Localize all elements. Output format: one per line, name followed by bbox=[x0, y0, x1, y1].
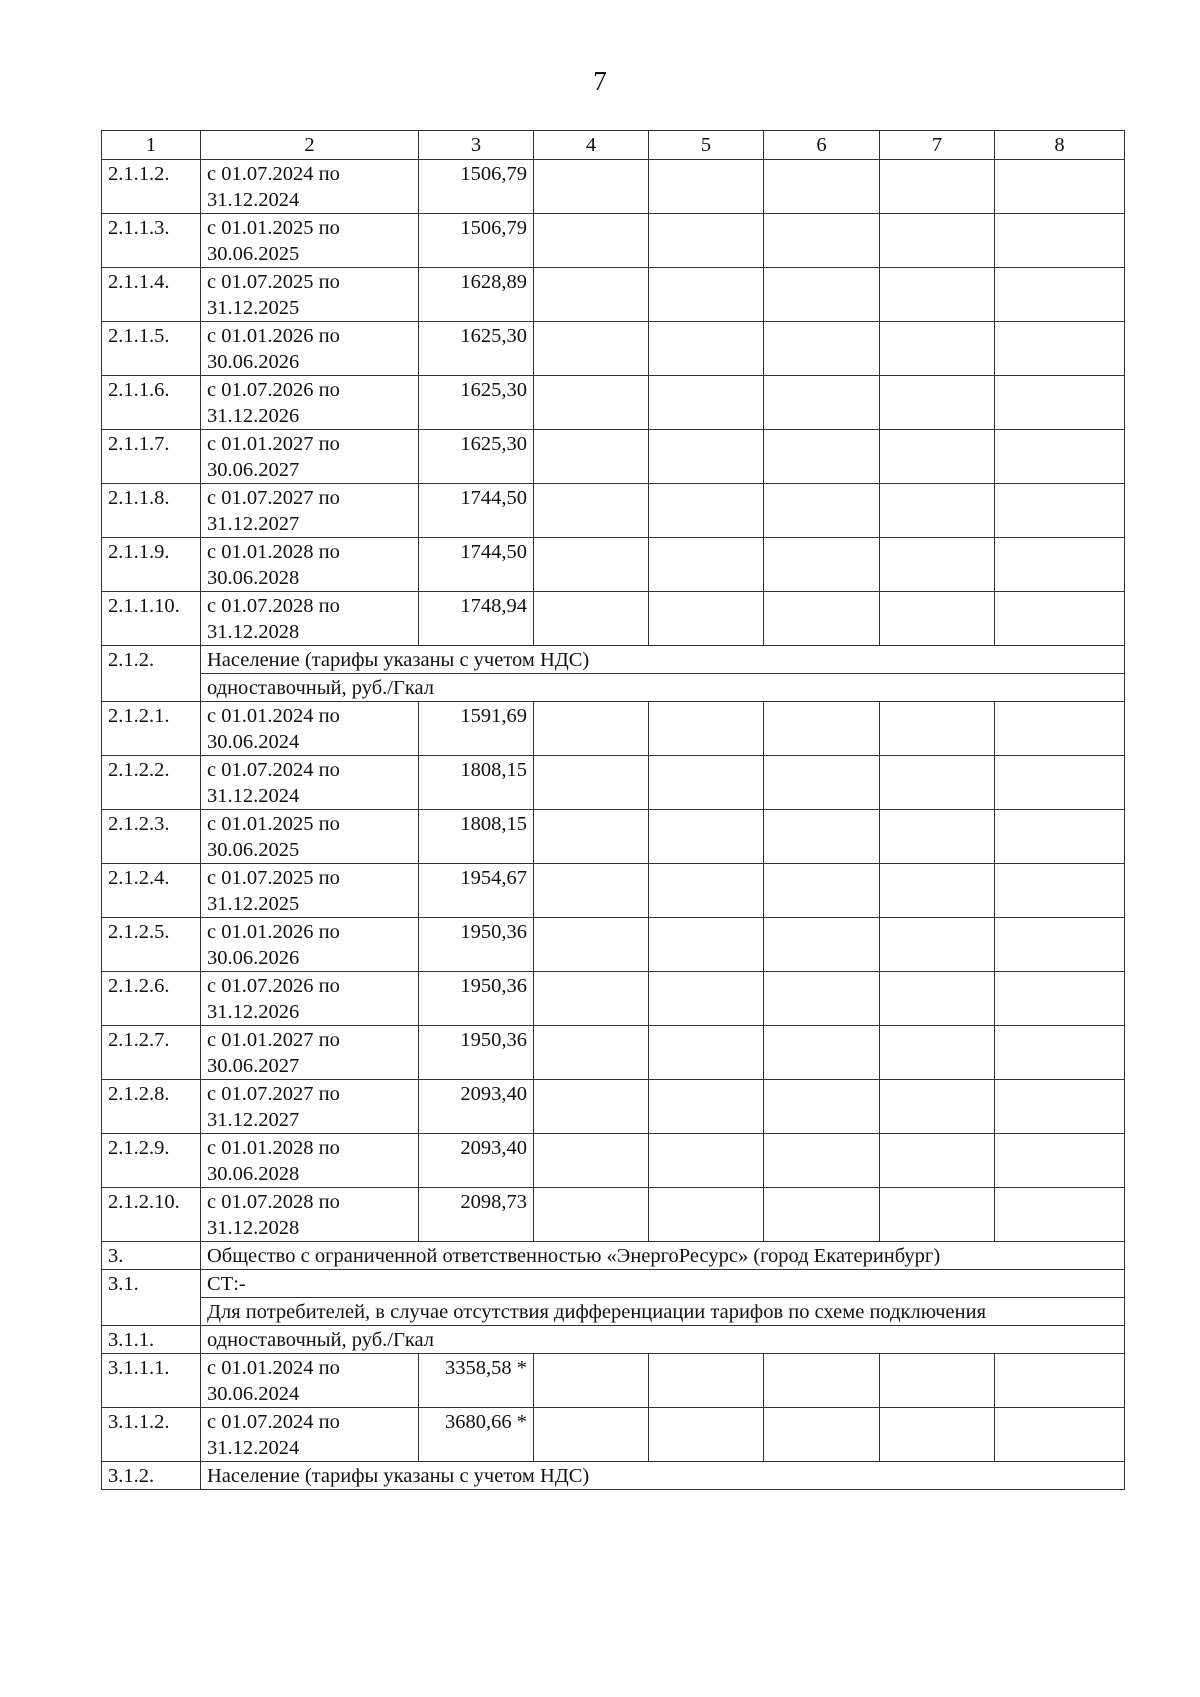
table-header-row bbox=[102, 131, 1125, 160]
group-row bbox=[102, 1462, 1125, 1490]
empty-cell bbox=[649, 538, 764, 592]
table-row bbox=[102, 592, 1125, 646]
row-code-cell: 2.1.2.9. bbox=[102, 1134, 201, 1188]
empty-cell bbox=[534, 322, 649, 376]
period-end-line: 31.12.2025 bbox=[207, 297, 300, 319]
row-code-cell: 2.1.2.1. bbox=[102, 702, 201, 756]
column-header: 3 bbox=[419, 131, 534, 160]
period-cell bbox=[201, 756, 419, 810]
group-row bbox=[102, 1326, 1125, 1354]
row-code-cell: 2.1.2.7. bbox=[102, 1026, 201, 1080]
column-header: 8 bbox=[995, 131, 1125, 160]
period-cell bbox=[201, 918, 419, 972]
table-row bbox=[102, 1026, 1125, 1080]
empty-cell bbox=[764, 538, 880, 592]
period-cell bbox=[201, 702, 419, 756]
empty-cell bbox=[534, 864, 649, 918]
period-start-line: с 01.01.2027 по bbox=[207, 433, 340, 455]
period-start-line: с 01.01.2026 по bbox=[207, 921, 340, 943]
period-end-line: 30.06.2025 bbox=[207, 839, 300, 861]
table-row bbox=[102, 214, 1125, 268]
period-cell bbox=[201, 592, 419, 646]
row-code-cell: 2.1.1.7. bbox=[102, 430, 201, 484]
tariff-value-cell: 2098,73 bbox=[419, 1188, 534, 1242]
empty-cell bbox=[880, 214, 995, 268]
period-cell bbox=[201, 322, 419, 376]
empty-cell bbox=[880, 376, 995, 430]
tariff-value-cell: 1748,94 bbox=[419, 592, 534, 646]
row-code-cell: 2.1.1.9. bbox=[102, 538, 201, 592]
empty-cell bbox=[880, 1026, 995, 1080]
row-code-cell: 2.1.1.5. bbox=[102, 322, 201, 376]
empty-cell bbox=[649, 214, 764, 268]
tariff-table bbox=[101, 130, 1125, 1490]
row-code-cell: 3.1.1.1. bbox=[102, 1354, 201, 1408]
group-row bbox=[102, 1270, 1125, 1298]
period-cell bbox=[201, 430, 419, 484]
empty-cell bbox=[764, 1354, 880, 1408]
table-row bbox=[102, 538, 1125, 592]
column-header: 4 bbox=[534, 131, 649, 160]
group-row bbox=[102, 1242, 1125, 1270]
empty-cell bbox=[649, 1134, 764, 1188]
period-cell bbox=[201, 268, 419, 322]
page-number: 7 bbox=[593, 66, 607, 96]
tariff-value-cell: 1954,67 bbox=[419, 864, 534, 918]
row-code-cell: 3.1.1.2. bbox=[102, 1408, 201, 1462]
period-cell bbox=[201, 1134, 419, 1188]
period-start-line: с 01.01.2026 по bbox=[207, 325, 340, 347]
empty-cell bbox=[880, 1188, 995, 1242]
empty-cell bbox=[995, 1026, 1125, 1080]
period-cell bbox=[201, 376, 419, 430]
period-end-line: 31.12.2028 bbox=[207, 621, 300, 643]
empty-cell bbox=[764, 810, 880, 864]
period-end-line: 30.06.2024 bbox=[207, 731, 300, 753]
period-start-line: с 01.07.2027 по bbox=[207, 487, 340, 509]
column-header: 6 bbox=[764, 131, 880, 160]
table-row bbox=[102, 918, 1125, 972]
period-end-line: 30.06.2026 bbox=[207, 351, 300, 373]
empty-cell bbox=[649, 430, 764, 484]
period-cell bbox=[201, 1188, 419, 1242]
period-end-line: 30.06.2027 bbox=[207, 1055, 300, 1077]
period-start-line: с 01.01.2028 по bbox=[207, 1137, 340, 1159]
period-cell bbox=[201, 810, 419, 864]
empty-cell bbox=[764, 160, 880, 214]
empty-cell bbox=[880, 1080, 995, 1134]
empty-cell bbox=[995, 1408, 1125, 1462]
tariff-value-cell: 1625,30 bbox=[419, 376, 534, 430]
empty-cell bbox=[764, 756, 880, 810]
table-row bbox=[102, 160, 1125, 214]
empty-cell bbox=[764, 1080, 880, 1134]
empty-cell bbox=[995, 1080, 1125, 1134]
empty-cell bbox=[534, 756, 649, 810]
empty-cell bbox=[534, 1080, 649, 1134]
empty-cell bbox=[764, 484, 880, 538]
group-code-cell: 3. bbox=[102, 1242, 201, 1270]
empty-cell bbox=[995, 268, 1125, 322]
empty-cell bbox=[649, 484, 764, 538]
period-start-line: с 01.01.2027 по bbox=[207, 1029, 340, 1051]
empty-cell bbox=[534, 538, 649, 592]
period-start-line: с 01.01.2024 по bbox=[207, 1357, 340, 1379]
empty-cell bbox=[880, 322, 995, 376]
empty-cell bbox=[534, 1134, 649, 1188]
tariff-value-cell: 1808,15 bbox=[419, 810, 534, 864]
period-start-line: с 01.07.2026 по bbox=[207, 975, 340, 997]
tariff-value-cell: 1950,36 bbox=[419, 1026, 534, 1080]
empty-cell bbox=[764, 376, 880, 430]
period-start-line: с 01.07.2024 по bbox=[207, 163, 340, 185]
period-start-line: с 01.01.2025 по bbox=[207, 813, 340, 835]
empty-cell bbox=[995, 810, 1125, 864]
tariff-value-cell: 1625,30 bbox=[419, 430, 534, 484]
empty-cell bbox=[880, 972, 995, 1026]
empty-cell bbox=[534, 702, 649, 756]
tariff-value-cell: 1591,69 bbox=[419, 702, 534, 756]
empty-cell bbox=[649, 376, 764, 430]
empty-cell bbox=[764, 1026, 880, 1080]
row-code-cell: 2.1.2.5. bbox=[102, 918, 201, 972]
empty-cell bbox=[649, 268, 764, 322]
tariff-value-cell: 1950,36 bbox=[419, 972, 534, 1026]
empty-cell bbox=[649, 1026, 764, 1080]
empty-cell bbox=[995, 756, 1125, 810]
empty-cell bbox=[880, 1354, 995, 1408]
empty-cell bbox=[649, 864, 764, 918]
table-row bbox=[102, 1080, 1125, 1134]
period-end-line: 30.06.2024 bbox=[207, 1383, 300, 1405]
row-code-cell: 2.1.2.6. bbox=[102, 972, 201, 1026]
empty-cell bbox=[995, 592, 1125, 646]
group-code-cell: 2.1.2. bbox=[102, 646, 201, 702]
table-row bbox=[102, 322, 1125, 376]
empty-cell bbox=[534, 430, 649, 484]
empty-cell bbox=[880, 864, 995, 918]
empty-cell bbox=[995, 918, 1125, 972]
group-label-cell: Население (тарифы указаны с учетом НДС) bbox=[201, 646, 1125, 674]
empty-cell bbox=[995, 430, 1125, 484]
period-start-line: с 01.01.2025 по bbox=[207, 217, 340, 239]
group-label-cell: СТ:- bbox=[201, 1270, 1125, 1298]
empty-cell bbox=[649, 1408, 764, 1462]
period-cell bbox=[201, 538, 419, 592]
group-code-cell: 3.1.1. bbox=[102, 1326, 201, 1354]
tariff-value-cell: 1808,15 bbox=[419, 756, 534, 810]
empty-cell bbox=[880, 160, 995, 214]
row-code-cell: 2.1.1.10. bbox=[102, 592, 201, 646]
empty-cell bbox=[880, 430, 995, 484]
empty-cell bbox=[880, 268, 995, 322]
empty-cell bbox=[764, 972, 880, 1026]
table-row bbox=[102, 702, 1125, 756]
empty-cell bbox=[995, 1134, 1125, 1188]
period-cell bbox=[201, 1026, 419, 1080]
empty-cell bbox=[995, 322, 1125, 376]
empty-cell bbox=[649, 756, 764, 810]
column-header: 2 bbox=[201, 131, 419, 160]
empty-cell bbox=[764, 214, 880, 268]
empty-cell bbox=[649, 322, 764, 376]
empty-cell bbox=[649, 160, 764, 214]
period-end-line: 31.12.2026 bbox=[207, 1001, 300, 1023]
period-start-line: с 01.07.2025 по bbox=[207, 867, 340, 889]
group-row bbox=[102, 1298, 1125, 1326]
period-end-line: 30.06.2025 bbox=[207, 243, 300, 265]
table-row bbox=[102, 268, 1125, 322]
row-code-cell: 2.1.1.2. bbox=[102, 160, 201, 214]
empty-cell bbox=[649, 972, 764, 1026]
tariff-value-cell: 2093,40 bbox=[419, 1134, 534, 1188]
row-code-cell: 2.1.1.8. bbox=[102, 484, 201, 538]
row-code-cell: 2.1.2.3. bbox=[102, 810, 201, 864]
period-start-line: с 01.01.2024 по bbox=[207, 705, 340, 727]
period-cell bbox=[201, 1354, 419, 1408]
empty-cell bbox=[880, 484, 995, 538]
empty-cell bbox=[534, 214, 649, 268]
empty-cell bbox=[880, 918, 995, 972]
empty-cell bbox=[534, 160, 649, 214]
period-cell bbox=[201, 484, 419, 538]
table-row bbox=[102, 1408, 1125, 1462]
tariff-value-cell: 1744,50 bbox=[419, 484, 534, 538]
empty-cell bbox=[764, 918, 880, 972]
group-row bbox=[102, 646, 1125, 674]
period-start-line: с 01.07.2024 по bbox=[207, 1411, 340, 1433]
column-header: 5 bbox=[649, 131, 764, 160]
period-end-line: 31.12.2024 bbox=[207, 1437, 300, 1459]
column-header: 7 bbox=[880, 131, 995, 160]
empty-cell bbox=[764, 592, 880, 646]
empty-cell bbox=[764, 1408, 880, 1462]
empty-cell bbox=[764, 268, 880, 322]
empty-cell bbox=[880, 538, 995, 592]
empty-cell bbox=[534, 592, 649, 646]
tariff-value-cell: 1506,79 bbox=[419, 214, 534, 268]
table-row bbox=[102, 1354, 1125, 1408]
row-code-cell: 2.1.1.4. bbox=[102, 268, 201, 322]
empty-cell bbox=[534, 1188, 649, 1242]
table-row bbox=[102, 756, 1125, 810]
table-row bbox=[102, 376, 1125, 430]
empty-cell bbox=[995, 538, 1125, 592]
empty-cell bbox=[534, 1408, 649, 1462]
group-label-cell: Общество с ограниченной ответственностью «ЭнергоРесурс» (город Екатеринбург) bbox=[201, 1242, 1125, 1270]
row-code-cell: 2.1.2.8. bbox=[102, 1080, 201, 1134]
tariff-value-cell: 3680,66 * bbox=[419, 1408, 534, 1462]
tariff-value-cell: 1744,50 bbox=[419, 538, 534, 592]
period-start-line: с 01.07.2027 по bbox=[207, 1083, 340, 1105]
period-end-line: 31.12.2026 bbox=[207, 405, 300, 427]
empty-cell bbox=[880, 592, 995, 646]
group-label-cell: одноставочный, руб./Гкал bbox=[201, 674, 1125, 702]
row-code-cell: 2.1.2.10. bbox=[102, 1188, 201, 1242]
table-row bbox=[102, 864, 1125, 918]
group-code-cell: 3.1.2. bbox=[102, 1462, 201, 1490]
empty-cell bbox=[764, 1188, 880, 1242]
empty-cell bbox=[649, 810, 764, 864]
period-end-line: 31.12.2025 bbox=[207, 893, 300, 915]
tariff-table-body bbox=[102, 131, 1125, 1490]
tariff-value-cell: 1628,89 bbox=[419, 268, 534, 322]
tariff-value-cell: 1625,30 bbox=[419, 322, 534, 376]
empty-cell bbox=[995, 160, 1125, 214]
group-label-cell: одноставочный, руб./Гкал bbox=[201, 1326, 1125, 1354]
table-row bbox=[102, 810, 1125, 864]
period-cell bbox=[201, 972, 419, 1026]
empty-cell bbox=[649, 1188, 764, 1242]
tariff-value-cell: 2093,40 bbox=[419, 1080, 534, 1134]
empty-cell bbox=[534, 376, 649, 430]
period-start-line: с 01.07.2028 по bbox=[207, 595, 340, 617]
column-header: 1 bbox=[102, 131, 201, 160]
row-code-cell: 2.1.1.3. bbox=[102, 214, 201, 268]
period-cell bbox=[201, 214, 419, 268]
group-code-cell: 3.1. bbox=[102, 1270, 201, 1326]
period-cell bbox=[201, 1080, 419, 1134]
period-start-line: с 01.01.2028 по bbox=[207, 541, 340, 563]
empty-cell bbox=[649, 1080, 764, 1134]
period-cell bbox=[201, 864, 419, 918]
empty-cell bbox=[649, 1354, 764, 1408]
period-end-line: 31.12.2024 bbox=[207, 785, 300, 807]
row-code-cell: 2.1.2.2. bbox=[102, 756, 201, 810]
empty-cell bbox=[880, 1408, 995, 1462]
table-row bbox=[102, 1188, 1125, 1242]
empty-cell bbox=[649, 702, 764, 756]
period-end-line: 31.12.2027 bbox=[207, 1109, 300, 1131]
period-start-line: с 01.07.2025 по bbox=[207, 271, 340, 293]
empty-cell bbox=[534, 1026, 649, 1080]
empty-cell bbox=[995, 864, 1125, 918]
period-end-line: 30.06.2028 bbox=[207, 567, 300, 589]
empty-cell bbox=[534, 810, 649, 864]
empty-cell bbox=[534, 972, 649, 1026]
period-cell bbox=[201, 1408, 419, 1462]
period-cell bbox=[201, 160, 419, 214]
empty-cell bbox=[534, 1354, 649, 1408]
empty-cell bbox=[534, 484, 649, 538]
tariff-value-cell: 1950,36 bbox=[419, 918, 534, 972]
empty-cell bbox=[764, 864, 880, 918]
empty-cell bbox=[764, 1134, 880, 1188]
empty-cell bbox=[880, 810, 995, 864]
empty-cell bbox=[995, 484, 1125, 538]
empty-cell bbox=[995, 702, 1125, 756]
period-end-line: 31.12.2024 bbox=[207, 189, 300, 211]
group-label-cell: Население (тарифы указаны с учетом НДС) bbox=[201, 1462, 1125, 1490]
period-start-line: с 01.07.2024 по bbox=[207, 759, 340, 781]
empty-cell bbox=[880, 756, 995, 810]
table-row bbox=[102, 1134, 1125, 1188]
empty-cell bbox=[880, 1134, 995, 1188]
empty-cell bbox=[995, 1354, 1125, 1408]
empty-cell bbox=[995, 972, 1125, 1026]
row-code-cell: 2.1.1.6. bbox=[102, 376, 201, 430]
period-end-line: 30.06.2026 bbox=[207, 947, 300, 969]
period-start-line: с 01.07.2026 по bbox=[207, 379, 340, 401]
empty-cell bbox=[649, 918, 764, 972]
empty-cell bbox=[764, 322, 880, 376]
empty-cell bbox=[995, 214, 1125, 268]
period-end-line: 30.06.2028 bbox=[207, 1163, 300, 1185]
empty-cell bbox=[649, 592, 764, 646]
period-start-line: с 01.07.2028 по bbox=[207, 1191, 340, 1213]
group-row bbox=[102, 674, 1125, 702]
group-label-cell: Для потребителей, в случае отсутствия дифференциации тарифов по схеме подключения bbox=[201, 1298, 1125, 1326]
period-end-line: 31.12.2027 bbox=[207, 513, 300, 535]
tariff-value-cell: 1506,79 bbox=[419, 160, 534, 214]
period-end-line: 31.12.2028 bbox=[207, 1217, 300, 1239]
tariff-value-cell: 3358,58 * bbox=[419, 1354, 534, 1408]
empty-cell bbox=[764, 430, 880, 484]
row-code-cell: 2.1.2.4. bbox=[102, 864, 201, 918]
empty-cell bbox=[764, 702, 880, 756]
table-row bbox=[102, 972, 1125, 1026]
period-end-line: 30.06.2027 bbox=[207, 459, 300, 481]
table-row bbox=[102, 430, 1125, 484]
empty-cell bbox=[995, 376, 1125, 430]
empty-cell bbox=[995, 1188, 1125, 1242]
table-row bbox=[102, 484, 1125, 538]
empty-cell bbox=[880, 702, 995, 756]
empty-cell bbox=[534, 918, 649, 972]
empty-cell bbox=[534, 268, 649, 322]
